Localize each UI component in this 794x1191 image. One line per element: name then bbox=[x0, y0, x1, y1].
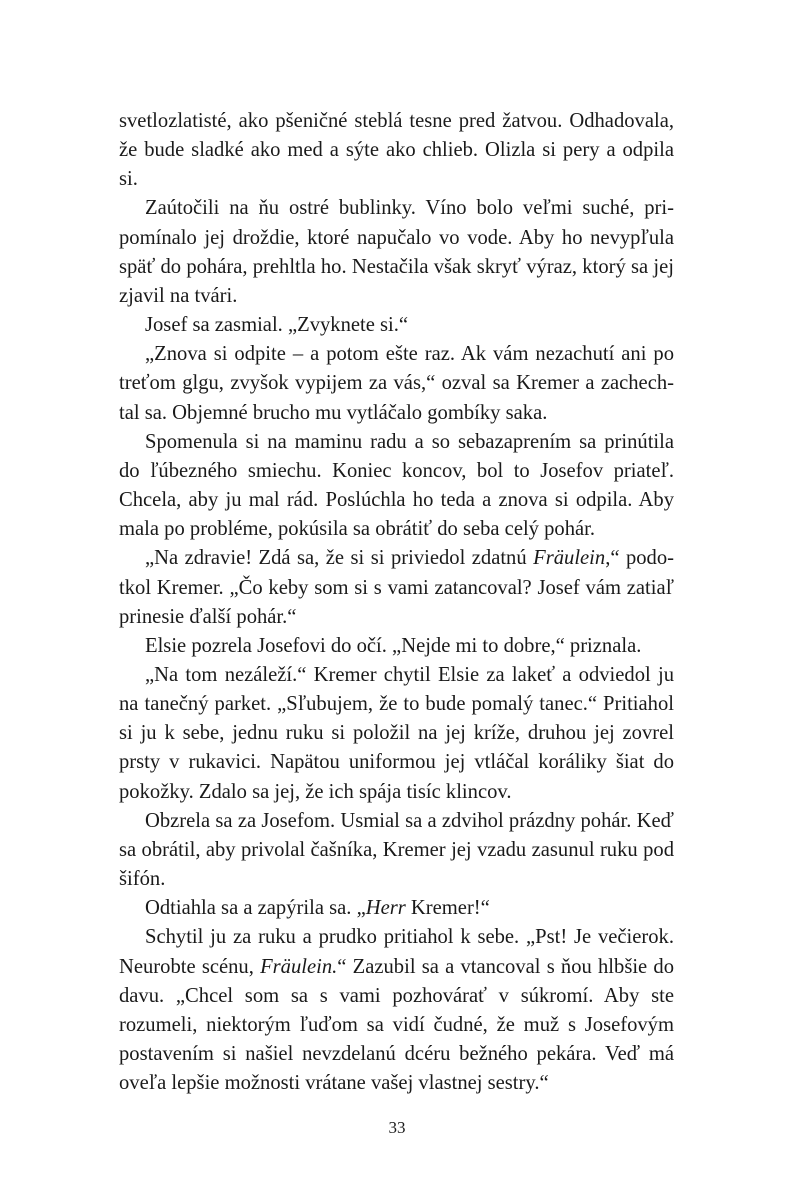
paragraph-text: Kremer!“ bbox=[405, 897, 490, 920]
page-body bbox=[119, 107, 674, 1098]
italic-word: Herr bbox=[365, 897, 406, 920]
paragraph bbox=[119, 311, 674, 340]
paragraph-text: Spomenula si na maminu radu a so sebazaprením sa prinútila do ľúbezného smiechu. Koniec koncov, bol to Josefov priateľ. Chcela, aby ju mal rád. Poslúchla ho teda a znova si odpila. Aby mala po probléme, pokúsila sa obrátiť do seba celý pohár. bbox=[119, 430, 674, 541]
paragraph bbox=[119, 661, 674, 807]
paragraph-text: „Na tom nezáleží.“ Kremer chytil Elsie za lakeť a odviedol ju na tanečný parket. „Sľubujem, že to bude pomalý tanec.“ Pritiahol si ju k sebe, jednu ruku si položil na jej kríže, druhou jej zovrel prsty v rukavici. Napätou uniformou jej vtláčal koráliky šiat do pokožky. Zdalo sa jej, že ich spája tisíc klincov. bbox=[119, 663, 674, 803]
paragraph bbox=[119, 544, 674, 631]
paragraph bbox=[119, 894, 674, 923]
paragraph bbox=[119, 340, 674, 427]
paragraph-text: ,“ podotkol Kremer. „Čo keby som si s vami zatancoval? Josef vám zatiaľ prinesie ďalší pohár.“ bbox=[119, 547, 675, 628]
paragraph-text: Zaútočili na ňu ostré bublinky. Víno bolo veľmi suché, pripomínalo jej droždie, ktoré napučalo vo vode. Aby ho nevypľula späť do pohára, prehltla ho. Nestačila však skryť výraz, ktorý sa jej zjavil na tvári. bbox=[119, 197, 674, 307]
paragraph bbox=[119, 194, 674, 311]
paragraph bbox=[119, 428, 674, 545]
paragraph bbox=[119, 923, 674, 1098]
paragraph-text: svetlozlatisté, ako pšeničné steblá tesne pred žatvou. Odhadovala, že bude sladké ako med a sýte ako chlieb. Olizla si pery a odpila si. bbox=[119, 110, 674, 191]
paragraph-text: „Znova si odpite – a potom ešte raz. Ak vám nezachutí ani po treťom glgu, zvyšok vypijem za vás,“ ozval sa Kremer a zachechtal sa. Objemné brucho mu vytláčalo gombíky saka. bbox=[119, 343, 674, 424]
paragraph bbox=[119, 632, 674, 661]
paragraph bbox=[119, 807, 674, 894]
italic-word: Fräulein bbox=[533, 547, 606, 570]
paragraph-text: “ Zazubil sa a vtancoval s ňou hlbšie do davu. „Chcel som sa s vami pozhovárať v súkromí. Aby ste rozumeli, niektorým ľuďom sa vidí čudné, že muž s Josefovým postavením si našiel nevzdelanú dcéru bežného pekára. Veď má oveľa lepšie možnosti vrátane vašej vlastnej sestry.“ bbox=[119, 955, 674, 1095]
paragraph-text: Schytil ju za ruku a prudko pritiahol k sebe. „Pst! Je večierok. Neurobte scénu, bbox=[119, 926, 674, 978]
italic-word: Fräulein. bbox=[260, 955, 338, 978]
paragraph-text: Odtiahla sa a zapýrila sa. „ bbox=[145, 897, 366, 920]
paragraph-text: Josef sa zasmial. „Zvyknete si.“ bbox=[145, 314, 409, 337]
paragraph-text: Obzrela sa za Josefom. Usmial sa a zdvihol prázdny pohár. Keď sa obrátil, aby privolal čašníka, Kremer jej vzadu zasunul ruku pod šifón. bbox=[119, 809, 674, 891]
paragraph-text: Elsie pozrela Josefovi do očí. „Nejde mi to dobre,“ priznala. bbox=[145, 634, 642, 657]
page-number: 33 bbox=[388, 1118, 406, 1137]
paragraph bbox=[119, 107, 674, 194]
paragraph-text: „Na zdravie! Zdá sa, že si si priviedol zdatnú bbox=[145, 547, 534, 570]
